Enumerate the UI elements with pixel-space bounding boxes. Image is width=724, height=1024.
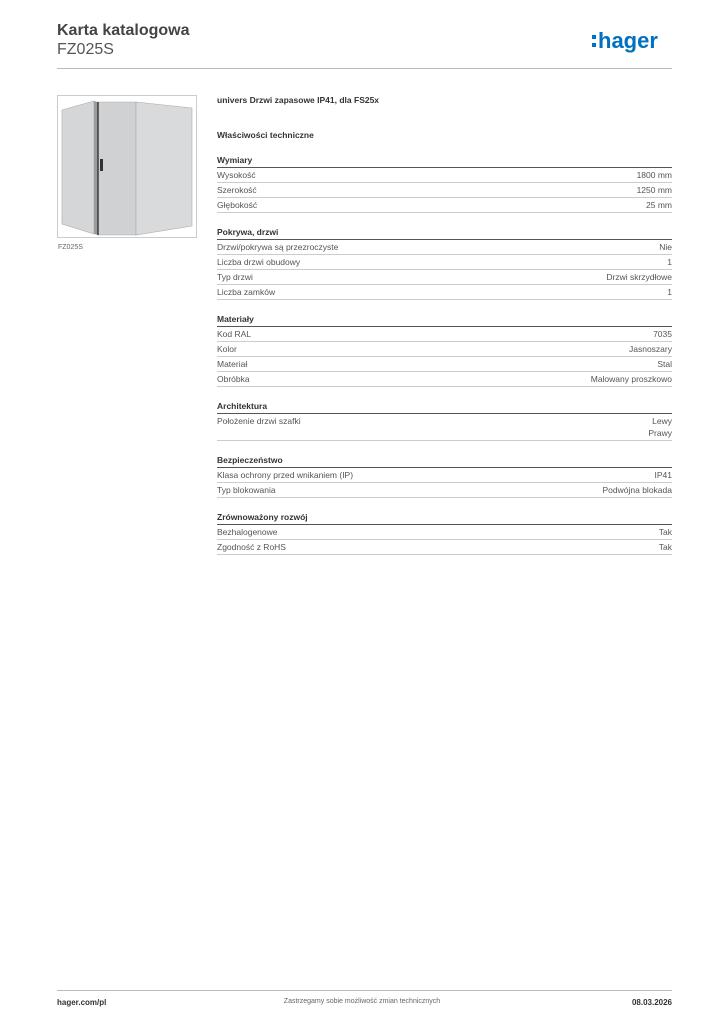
spec-value <box>659 526 672 538</box>
spec-row <box>217 183 672 198</box>
spec-value <box>603 484 672 496</box>
spec-row <box>217 285 672 300</box>
page-title: Karta katalogowa <box>57 22 190 39</box>
section-title: Bezpieczeństwo <box>217 454 672 468</box>
spec-label: Położenie drzwi szafki <box>217 416 301 426</box>
spec-row <box>217 240 672 255</box>
spec-value-line: Nie <box>659 242 672 252</box>
spec-value <box>637 169 672 181</box>
spec-value-line: Lewy <box>652 416 672 426</box>
section-title: Architektura <box>217 400 672 414</box>
spec-label: Liczba drzwi obudowy <box>217 257 301 267</box>
spec-label: Materiał <box>217 359 248 369</box>
spec-label: Bezhalogenowe <box>217 527 278 537</box>
footer-website: hager.com/pl <box>57 998 107 1007</box>
spec-label: Liczba zamków <box>217 287 276 297</box>
spec-value-line: Malowany proszkowo <box>590 374 672 384</box>
spec-section <box>217 154 672 213</box>
product-image <box>57 95 197 238</box>
spec-label: Zgodność z RoHS <box>217 542 286 552</box>
spec-label: Kod RAL <box>217 329 252 339</box>
spec-value <box>591 373 672 385</box>
spec-row <box>217 342 672 357</box>
technical-properties-title: Właściwości techniczne <box>217 130 314 140</box>
spec-row <box>217 168 672 183</box>
spec-section <box>217 454 672 498</box>
spec-row <box>217 327 672 342</box>
spec-value <box>667 256 672 268</box>
section-title: Pokrywa, drzwi <box>217 226 672 240</box>
spec-label: Wysokość <box>217 170 256 180</box>
spec-section <box>217 400 672 441</box>
door-illustration <box>58 96 196 237</box>
section-title: Wymiary <box>217 154 672 168</box>
spec-label: Typ drzwi <box>217 272 253 282</box>
footer-date: 08.03.2026 <box>631 998 672 1007</box>
spec-row <box>217 372 672 387</box>
product-details <box>217 94 672 555</box>
spec-label: Drzwi/pokrywa są przezroczyste <box>217 242 339 252</box>
spec-value <box>655 469 673 481</box>
spec-row <box>217 483 672 498</box>
spec-value-line: Tak <box>658 542 672 552</box>
spec-value-line: 1 <box>667 257 672 267</box>
spec-row <box>217 468 672 483</box>
spec-row <box>217 255 672 270</box>
footer-disclaimer: Zastrzegamy sobie możliwość zmian technicznych <box>283 998 441 1005</box>
spec-label: Głębokość <box>217 200 258 210</box>
logo-text: hager <box>598 28 658 53</box>
spec-value-line: 1800 mm <box>636 170 672 180</box>
hager-logo <box>592 26 674 56</box>
spec-value <box>653 328 672 340</box>
spec-value-line: Stal <box>657 359 672 369</box>
spec-value <box>606 271 672 283</box>
product-code: FZ025S <box>57 41 114 58</box>
spec-section <box>217 511 672 555</box>
spec-section <box>217 226 672 300</box>
spec-value-line: IP41 <box>654 470 672 480</box>
spec-section <box>217 313 672 387</box>
spec-value-line: 25 mm <box>646 200 672 210</box>
spec-row <box>217 357 672 372</box>
footer-divider <box>57 990 672 991</box>
spec-label: Kolor <box>217 344 237 354</box>
spec-value <box>629 343 672 355</box>
spec-value-line: Drzwi skrzydłowe <box>606 272 672 282</box>
section-title: Materiały <box>217 313 672 327</box>
spec-label: Szerokość <box>217 185 257 195</box>
spec-value-line: Prawy <box>648 428 672 438</box>
spec-row <box>217 540 672 555</box>
spec-value <box>659 541 672 553</box>
spec-value-line: Podwójna blokada <box>602 485 672 495</box>
spec-label: Klasa ochrony przed wnikaniem (IP) <box>217 470 354 480</box>
spec-value <box>646 199 672 211</box>
spec-value <box>648 415 672 439</box>
spec-value-line: Jasnoszary <box>629 344 672 354</box>
header-divider <box>57 68 672 69</box>
spec-value <box>667 286 672 298</box>
spec-label: Obróbka <box>217 374 250 384</box>
spec-row <box>217 414 672 441</box>
spec-row <box>217 198 672 213</box>
spec-value-line: 1250 mm <box>636 185 672 195</box>
product-description: univers Drzwi zapasowe IP41, dla FS25x <box>217 95 380 105</box>
spec-row <box>217 270 672 285</box>
spec-value-line: 1 <box>667 287 672 297</box>
section-title: Zrównoważony rozwój <box>217 511 672 525</box>
spec-value <box>657 358 672 370</box>
spec-value <box>659 241 672 253</box>
spec-value-line: Tak <box>658 527 672 537</box>
image-caption: FZ025S <box>58 244 83 251</box>
spec-value <box>637 184 672 196</box>
spec-label: Typ blokowania <box>217 485 276 495</box>
spec-sections <box>217 154 672 555</box>
spec-row <box>217 525 672 540</box>
spec-value-line: 7035 <box>653 329 672 339</box>
